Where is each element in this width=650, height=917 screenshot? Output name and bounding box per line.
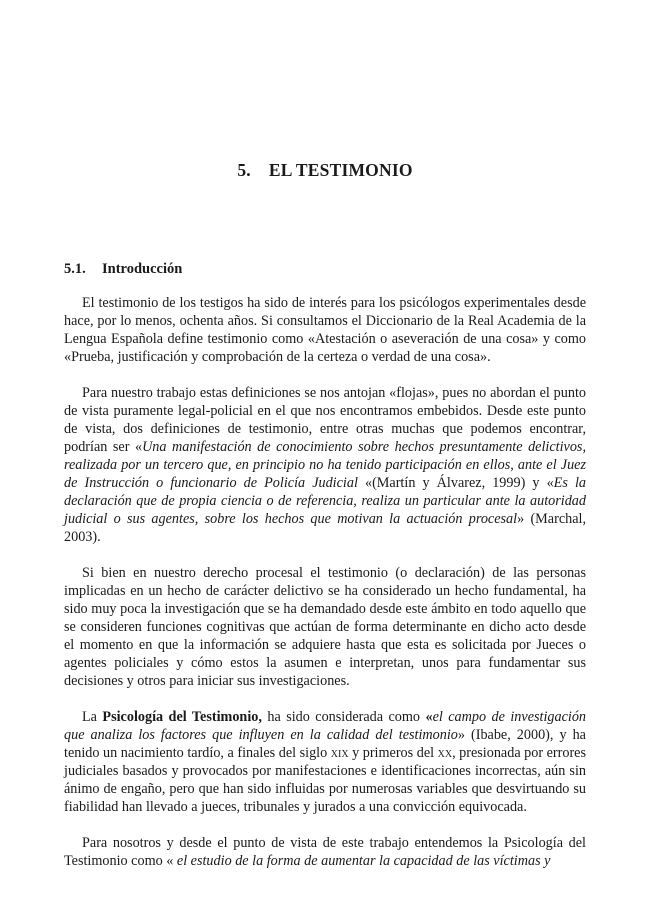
text-run: La <box>82 709 103 725</box>
text-run: » (Marchal, 2003). <box>64 511 586 545</box>
paragraph <box>64 708 586 816</box>
text-run: » (Ibabe, 2000), y ha tenido un nacimiento tardío, a finales del siglo <box>64 727 586 761</box>
text-run: Para nuestro trabajo estas definiciones se nos antojan «flojas», pues no abordan el punto de vista puramente legal-policial en el que nos encontramos embebidos. Desde este punto de vista, dos definiciones de testimonio, entre otras muchas que podemos encontrar, podrían ser « <box>64 385 586 455</box>
paragraph <box>64 564 586 690</box>
text-run: , presionada por errores judiciales basados y provocados por manifestaciones e identificaciones incorrectas, aún sin ánimo de engaño, pero que han sido influidas por numerosas variables que desvirtuando su fiabilidad han llevado a jueces, tribunales y jurados a una convicción equivocada. <box>64 745 587 815</box>
section-number: 5.1. <box>64 261 86 277</box>
text-run: y primeros del <box>348 745 438 761</box>
chapter-title-text: EL TESTIMONIO <box>268 160 413 180</box>
body-text <box>64 294 586 888</box>
italic-quote: el estudio de la forma de aumentar la capacidad de las víctimas y <box>176 853 551 869</box>
chapter-number: 5. <box>237 160 251 180</box>
italic-quote: Una manifestación de conocimiento sobre hechos presuntamente delictivos, realizada por un tercero que, en principio no ha tenido participación en ellos, ante el Juez de Instrucción o funcionario de Policía Judicial <box>64 439 586 491</box>
text-run: Si bien en nuestro derecho procesal el testimonio (o declaración) de las personas implicadas en un hecho de carácter delictivo se ha considerado un hecho fundamental, ha sido muy poca la investigación que se ha demandado desde este ámbito en todo aquello que se consideren funciones cognitivas que actúan de forma determinante en dicho acto desde el momento en que la información se adquiere hasta que esta es solicitada por Jueces o agentes policiales y cómo estos la asumen e interpretan, unos para fundamentar sus decisiones y otros para iniciar sus investigaciones. <box>64 565 586 689</box>
century-numeral: xx <box>437 745 453 761</box>
century-numeral: xix <box>330 745 349 761</box>
text-run: «(Martín y Álvarez, 1999) y « <box>357 475 554 491</box>
text-run: ha sido considerada como <box>261 709 426 725</box>
italic-quote: Es la declaración que de propia ciencia o de referencia, realiza un particular ante la autoridad judicial o sus agentes, sobre los hechos que motivan la actuación procesal <box>64 475 586 527</box>
bold-quote-mark: « <box>425 709 433 725</box>
text-run: El testimonio de los testigos ha sido de interés para los psicólogos experimentales desde hace, por lo menos, ochenta años. Si consultamos el Diccionario de la Real Academia de la Lengua Española define testimonio como «Atestación o aseveración de una cosa» y como «Prueba, justificación y comprobación de la certeza o verdad de una cosa». <box>64 295 586 365</box>
text-run: Para nosotros y desde el punto de vista de este trabajo entendemos la Psicología del Testimonio como « <box>64 835 586 869</box>
section-heading <box>64 261 182 278</box>
paragraph <box>64 384 586 546</box>
chapter-title <box>0 160 650 181</box>
section-title: Introducción <box>102 261 183 277</box>
paragraph <box>64 834 586 870</box>
bold-term: Psicología del Testimonio, <box>102 709 262 725</box>
paragraph <box>64 294 586 366</box>
italic-quote: el campo de investigación que analiza los factores que influyen en la calidad del testimonio <box>64 709 587 743</box>
